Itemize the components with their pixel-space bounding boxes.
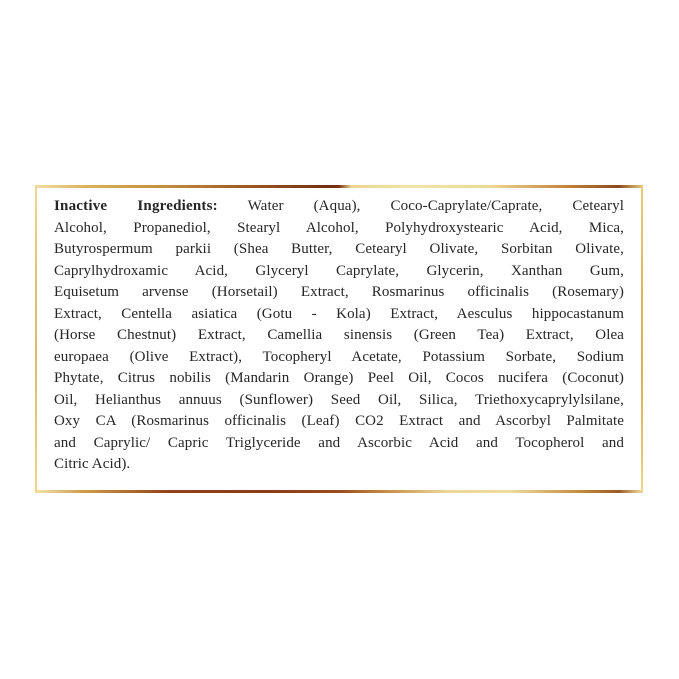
ingredients-text-block: [37, 188, 641, 490]
ingredients-line: Oil, Helianthus annuus (Sunflower) Seed Oil, Silica, Triethoxycaprylylsilane,: [54, 391, 624, 408]
ingredients-line: and Caprylic/ Capric Triglyceride and Ascorbic Acid and Tocopherol and: [54, 434, 624, 451]
ingredients-line-text: Water (Aqua), Coco-Caprylate/Caprate, Cetearyl: [247, 198, 624, 214]
ingredients-line: Oxy CA (Rosmarinus officinalis (Leaf) CO2 Extract and Ascorbyl Palmitate: [54, 413, 624, 429]
ingredients-line: Citric Acid).: [54, 456, 131, 472]
ingredients-line: Phytate, Citrus nobilis (Mandarin Orange) Peel Oil, Cocos nucifera (Coconut): [54, 370, 624, 386]
ingredients-line: Alcohol, Propanediol, Stearyl Alcohol, Polyhydroxystearic Acid, Mica,: [54, 219, 624, 236]
panel-border-bottom: [35, 490, 643, 493]
panel-border-right: [641, 185, 643, 493]
ingredients-line: Equisetum arvense (Horsetail) Extract, Rosmarinus officinalis (Rosemary): [54, 284, 624, 300]
ingredients-line: Caprylhydroxamic Acid, Glyceryl Caprylate, Glycerin, Xanthan Gum,: [54, 262, 624, 279]
ingredients-panel: [35, 185, 643, 493]
ingredients-heading: Inactive Ingredients:: [54, 198, 218, 214]
ingredients-line: Butyrospermum parkii (Shea Butter, Cetearyl Olivate, Sorbitan Olivate,: [54, 241, 624, 257]
ingredients-line: (Horse Chestnut) Extract, Camellia sinensis (Green Tea) Extract, Olea: [54, 327, 624, 343]
ingredients-line: [54, 196, 624, 218]
ingredients-line: europaea (Olive Extract), Tocopheryl Acetate, Potassium Sorbate, Sodium: [54, 348, 624, 365]
ingredients-line: Extract, Centella asiatica (Gotu - Kola) Extract, Aesculus hippocastanum: [54, 305, 624, 322]
